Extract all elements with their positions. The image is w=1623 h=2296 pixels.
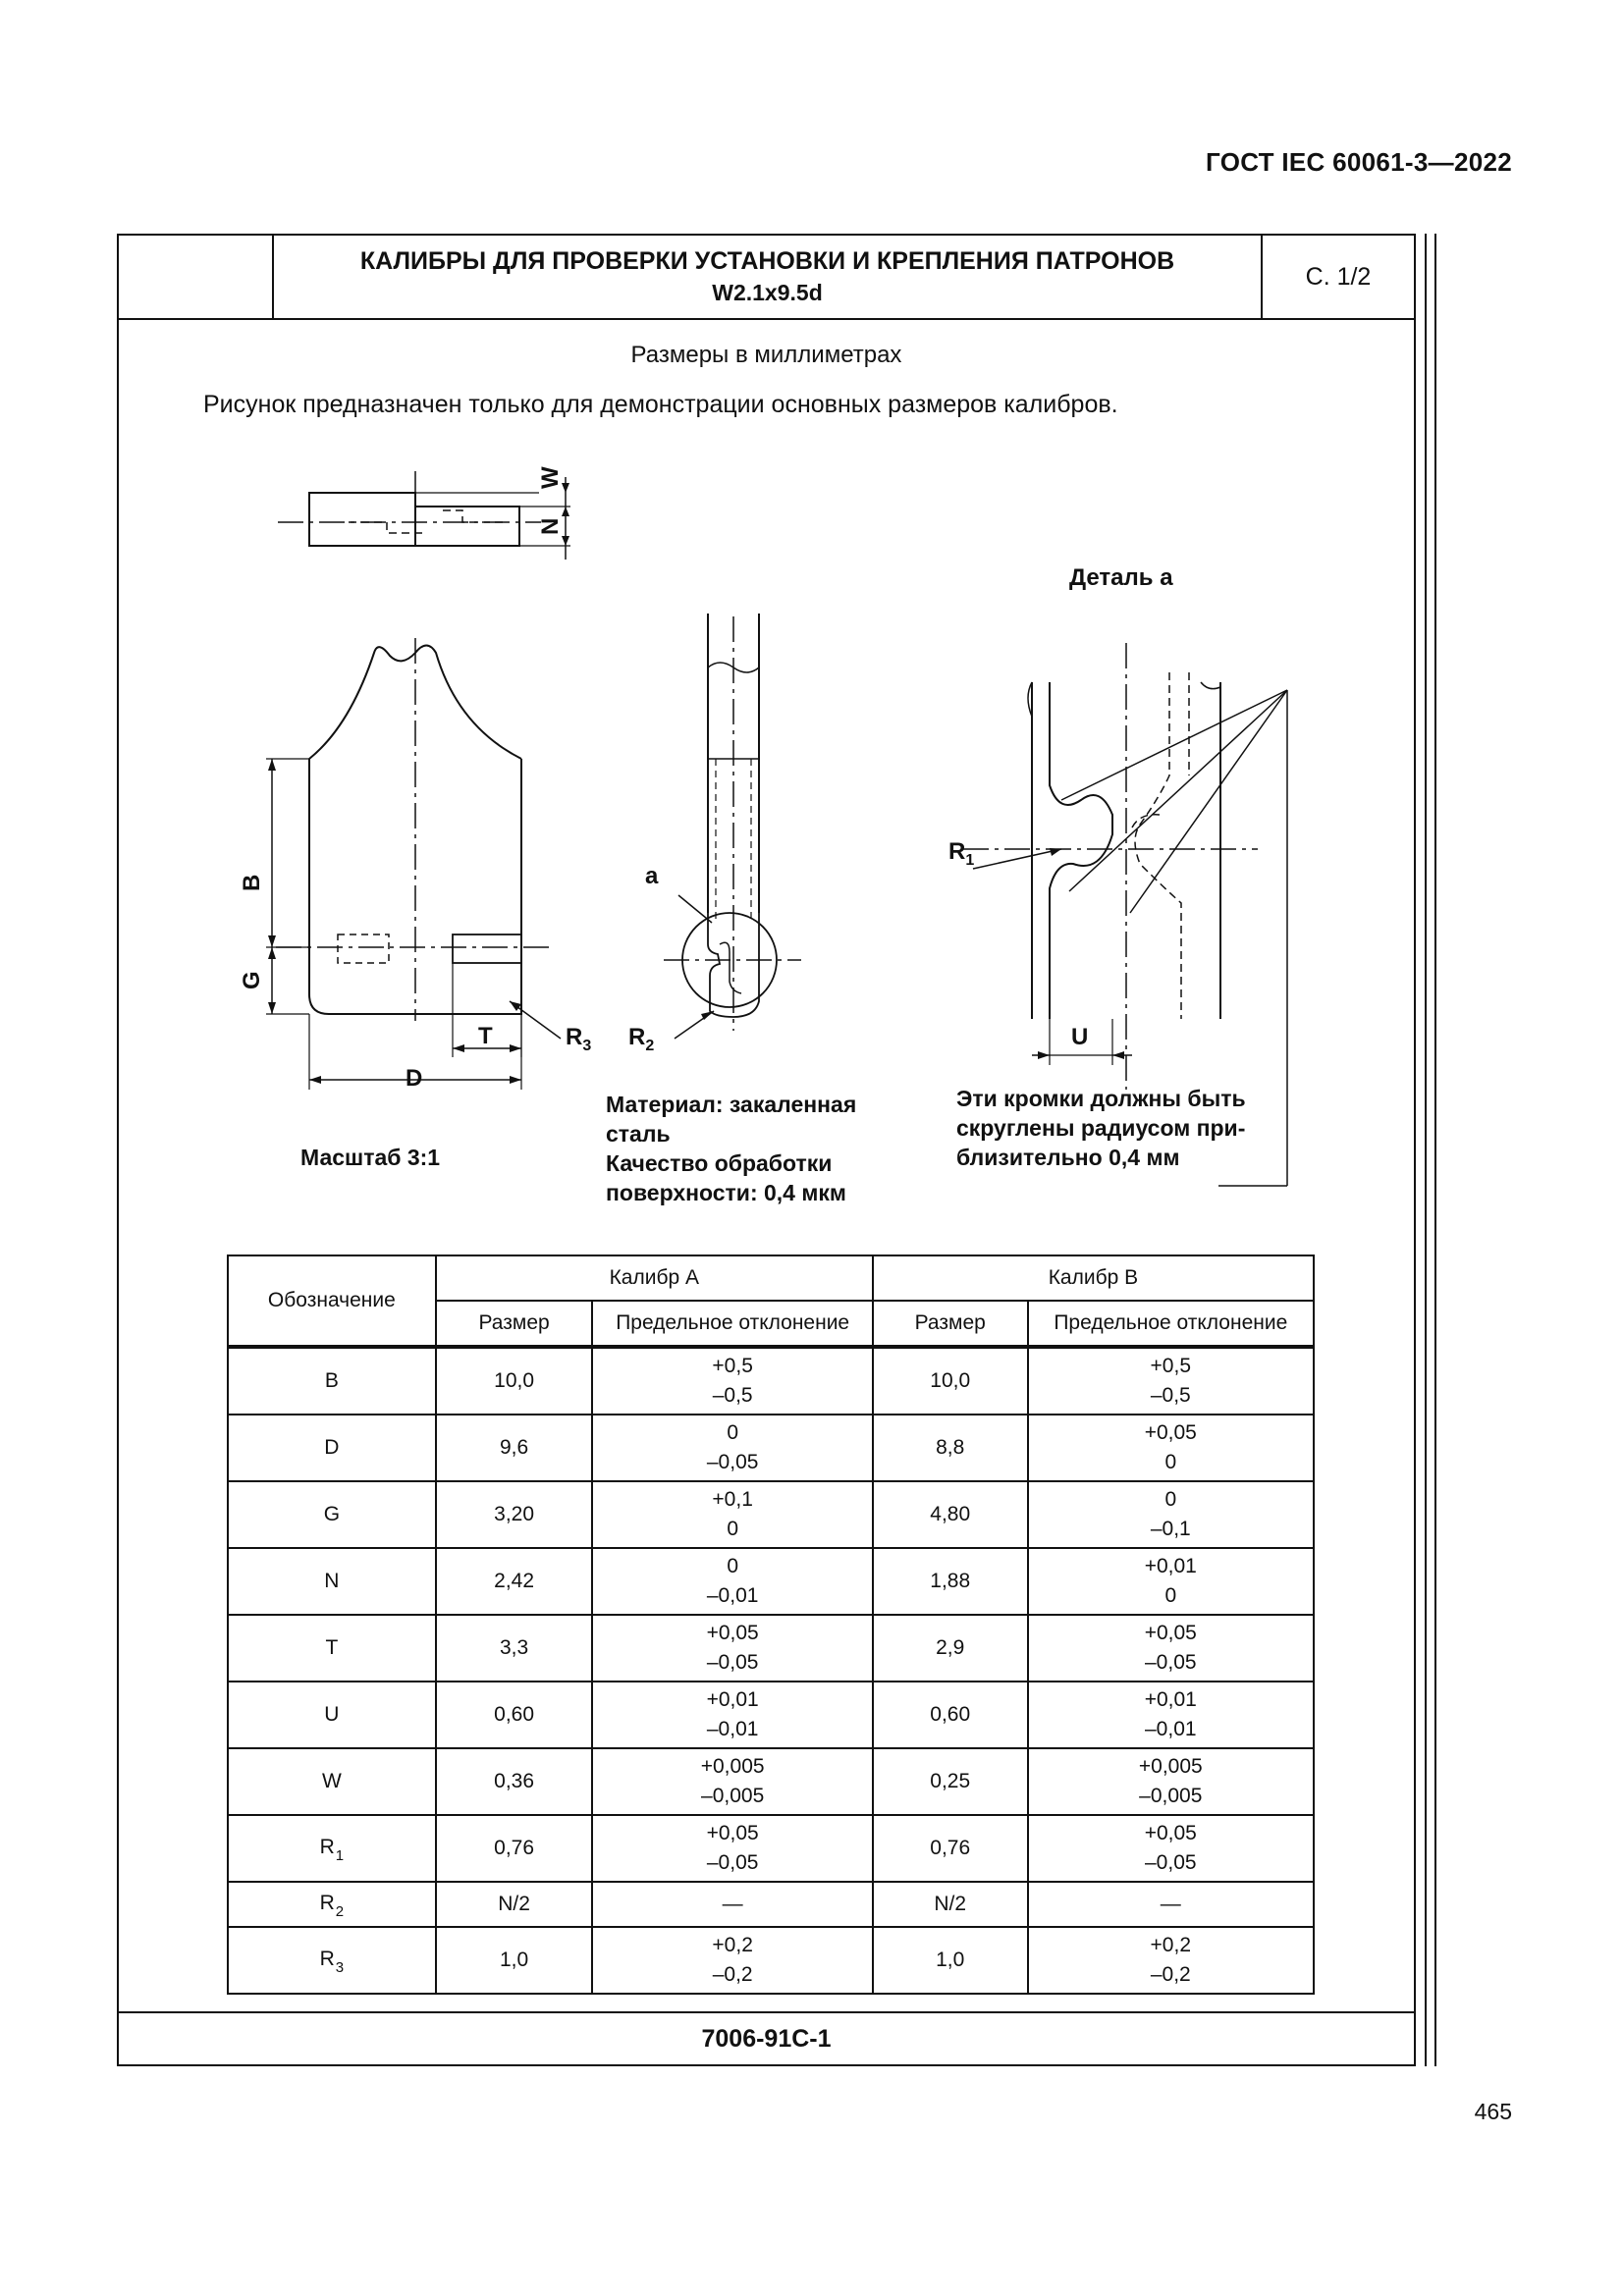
front-view	[266, 638, 561, 1090]
col-header-gauge-a: Калибр A	[436, 1255, 873, 1301]
page-number: 465	[1474, 2099, 1512, 2124]
edges-note: Эти кромки должны быть скруглены радиусом при- близительно 0,4 мм	[956, 1086, 1246, 1170]
table-row: D 9,6 0 –0,05 8,8 +0,05 0	[228, 1415, 1314, 1481]
dim-label-r1: $R_1$	[948, 838, 975, 869]
dim-label-r3: $R_3$	[566, 1024, 592, 1054]
dim-label-n: N	[537, 517, 564, 535]
sheet-border-rule	[1434, 234, 1436, 2066]
detail-a-callout: a	[645, 863, 659, 889]
sheet-title-line2: W2.1x9.5d	[712, 280, 823, 305]
dim-label-t: T	[478, 1023, 493, 1049]
figure-note: Рисунок предназначен только для демонстрации основных размеров калибров.	[203, 391, 1118, 418]
sheet-number: С. 1/2	[1305, 262, 1372, 291]
sheet-border-rule	[1425, 234, 1427, 2066]
table-row: $R_2$ N/2 — N/2 —	[228, 1882, 1314, 1927]
material-note: Материал: закаленная сталь Качество обработки поверхности: 0,4 мкм	[606, 1092, 857, 1205]
table-row: T 3,3 +0,05 –0,05 2,9 +0,05 –0,05	[228, 1615, 1314, 1682]
table-row: B 10,0 +0,5 –0,5 10,0 +0,5 –0,5	[228, 1347, 1314, 1415]
col-header-designation: Обозначение	[228, 1255, 436, 1347]
scale-note: Масштаб 3:1	[300, 1145, 441, 1170]
sheet-title-line1: КАЛИБРЫ ДЛЯ ПРОВЕРКИ УСТАНОВКИ И КРЕПЛЕНИЯ ПАТРОНОВ	[359, 247, 1175, 275]
sheet-code: 7006-91C-1	[119, 2011, 1414, 2064]
table-row: $R_3$ 1,0 +0,2 –0,2 1,0 +0,2 –0,2	[228, 1927, 1314, 1994]
standard-number: ГОСТ IEC 60061-3—2022	[1206, 147, 1512, 177]
dim-label-g: G	[239, 971, 265, 989]
top-view	[278, 471, 570, 560]
dim-label-d: D	[406, 1065, 423, 1092]
col-header-size-b: Размер	[873, 1301, 1028, 1347]
dim-label-u: U	[1071, 1024, 1089, 1050]
table-row: $R_1$ 0,76 +0,05 –0,05 0,76 +0,05 –0,05	[228, 1815, 1314, 1882]
table-row: U 0,60 +0,01 –0,01 0,60 +0,01 –0,01	[228, 1682, 1314, 1748]
dim-label-w: W	[537, 466, 564, 489]
col-header-gauge-b: Калибр B	[873, 1255, 1314, 1301]
col-header-tolerance-a: Предельное отклонение	[592, 1301, 872, 1347]
col-header-tolerance-b: Предельное отклонение	[1028, 1301, 1314, 1347]
units-note: Размеры в миллиметрах	[630, 342, 902, 368]
drawing-sheet	[117, 234, 1416, 2066]
table-row: G 3,20 +0,1 0 4,80 0 –0,1	[228, 1481, 1314, 1548]
table-row: N 2,42 0 –0,01 1,88 +0,01 0	[228, 1548, 1314, 1615]
dim-label-r2: $R_2$	[628, 1024, 655, 1054]
detail-a-title: Деталь а	[1069, 564, 1173, 591]
table-row: W 0,36 +0,005 –0,005 0,25 +0,005 –0,005	[228, 1748, 1314, 1815]
col-header-size-a: Размер	[436, 1301, 593, 1347]
dimensions-table	[227, 1255, 1315, 1995]
dim-label-b: B	[239, 874, 265, 891]
side-view	[664, 614, 801, 1039]
